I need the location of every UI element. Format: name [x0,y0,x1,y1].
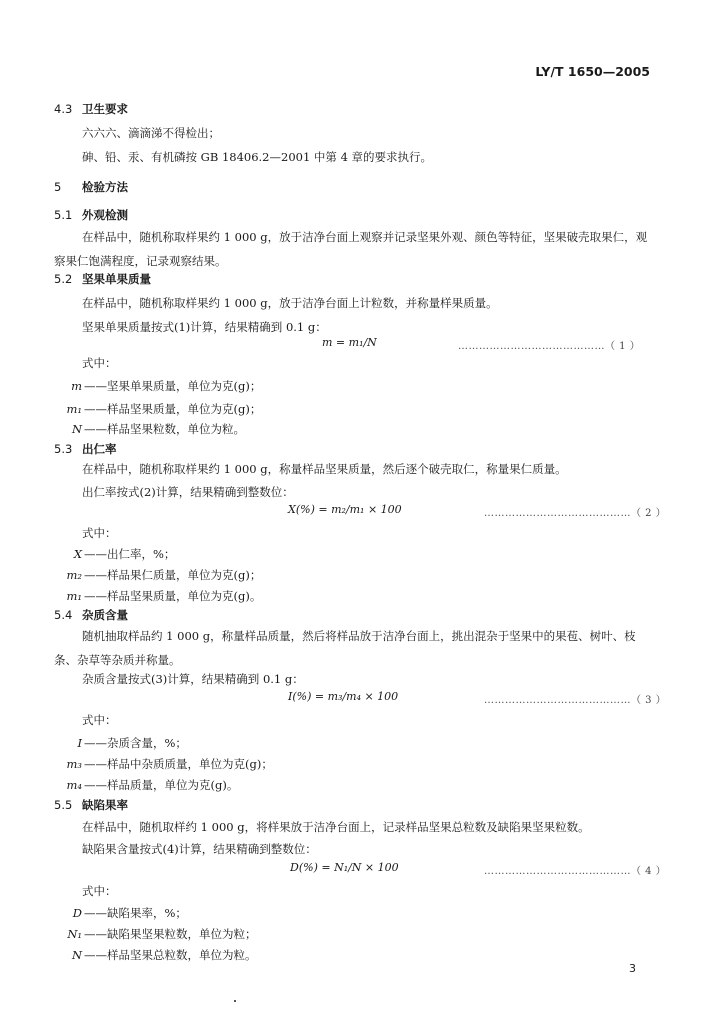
equation-number: （ 3 ） [631,695,667,706]
paragraph: 缺陷果含量按式(4)计算，结果精确到整数位： [82,842,317,856]
section-title: 坚果单果质量 [82,272,151,286]
where-label: 式中： [82,884,117,898]
paragraph: 在样品中，随机称取样果约 1 000 g，放于洁净台面上观察并记录坚果外观、颜色等特征，坚果破壳取果仁，观察果仁饱满程度，记录观察结果。 [54,230,648,268]
section-number: 5 [54,180,62,194]
paragraph: 在样品中，随机取样约 1 000 g，将样果放于洁净台面上，记录样品坚果总粒数及缺陷果坚果粒数。 [82,820,590,834]
variable-description: ——样品果仁质量，单位为克(g)； [84,568,262,582]
formula: D(%) = N₁/N × 100 [290,861,399,874]
variable-definition [58,379,261,393]
standard-code: LY/T 1650—2005 [535,64,650,79]
paragraph: 杂质含量按式(3)计算，结果精确到 0.1 g： [82,672,304,686]
section-title: 缺陷果率 [82,798,128,812]
variable-description: ——坚果单果质量，单位为克(g)； [84,379,262,393]
section-5-2-heading [54,272,151,286]
variable-definition [58,422,245,436]
section-5-5-heading [54,798,128,812]
formula: I(%) = m₃/m₄ × 100 [288,690,399,703]
section-number: 5.2 [54,272,73,286]
section-number: 5.3 [54,442,73,456]
variable-symbol: m₃ [66,757,82,771]
scan-speck [234,1000,236,1002]
formula: X(%) = m₂/m₁ × 100 [288,503,402,516]
section-number: 4.3 [54,102,73,116]
section-5-3-heading [54,442,117,456]
where-label: 式中： [82,526,117,540]
section-title: 外观检测 [82,208,128,222]
section-number: 5.4 [54,608,73,622]
variable-description: ——样品坚果总粒数，单位为粒。 [84,948,257,962]
variable-description: ——样品坚果粒数，单位为粒。 [84,422,245,436]
where-label: 式中： [82,356,117,370]
variable-description: ——出仁率，%； [84,547,176,561]
variable-definition [58,547,175,561]
variable-symbol: X [73,547,82,561]
variable-definition [58,736,187,750]
variable-symbol: N [71,948,82,962]
where-label: 式中： [82,713,117,727]
variable-definition [58,757,273,771]
paragraph: 在样品中，随机称取样果约 1 000 g，称量样品坚果质量，然后逐个破壳取仁，称量果仁质量。 [82,462,567,476]
variable-symbol: N₁ [67,927,82,941]
paragraph: 出仁率按式(2)计算，结果精确到整数位： [82,485,294,499]
equation-leader: ……………………………………（ 4 ） [484,866,667,877]
variable-definition [58,568,261,582]
equation-number: （ 2 ） [631,508,667,519]
paragraph: 随机抽取样品约 1 000 g，称量样品质量，然后将样品放于洁净台面上，挑出混杂于坚果中的果苞、树叶、枝条、杂草等杂质并称量。 [54,629,636,667]
section-number: 5.5 [54,798,73,812]
variable-description: ——缺陷果率，%； [84,906,187,920]
variable-definition [58,589,261,603]
variable-symbol: I [77,736,82,750]
section-5-1-heading [54,208,128,222]
variable-description: ——杂质含量，%； [84,736,187,750]
variable-description: ——缺陷果坚果粒数，单位为粒； [84,927,257,941]
paragraph: 砷、铅、汞、有机磷按 GB 18406.2—2001 中第 4 章的要求执行。 [82,150,433,164]
equation-leader: ……………………………………（ 3 ） [484,695,667,706]
formula: m = m₁/N [322,336,377,349]
section-number: 5.1 [54,208,73,222]
section-5-4-heading [54,608,128,622]
variable-description: ——样品质量，单位为克(g)。 [84,778,239,792]
variable-definition [58,402,261,416]
equation-leader: ……………………………………（ 1 ） [458,341,641,352]
variable-description: ——样品中杂质质量，单位为克(g)； [84,757,273,771]
paragraph: 在样品中，随机称取样果约 1 000 g，放于洁净台面上计粒数，并称量样果质量。 [82,296,498,310]
section-title: 出仁率 [82,442,117,456]
variable-symbol: N [71,422,82,436]
section-5-heading [54,180,128,194]
variable-symbol: D [72,906,82,920]
variable-symbol: m₁ [66,402,82,416]
section-title: 卫生要求 [82,102,128,116]
variable-definition [58,927,257,941]
paragraph: 坚果单果质量按式(1)计算，结果精确到 0.1 g： [82,320,327,334]
variable-symbol: m₂ [66,568,82,582]
variable-symbol: m₄ [66,778,82,792]
section-4-3-heading [54,102,128,116]
page-number: 3 [629,962,636,975]
equation-leader: ……………………………………（ 2 ） [484,508,667,519]
equation-number: （ 1 ） [605,341,641,352]
section-title: 杂质含量 [82,608,128,622]
variable-definition [58,948,257,962]
variable-symbol: m₁ [66,589,82,603]
section-title: 检验方法 [82,180,128,194]
variable-definition [58,906,187,920]
paragraph: 六六六、滴滴涕不得检出； [82,126,220,140]
variable-symbol: m [71,379,82,393]
variable-definition [58,778,238,792]
variable-description: ——样品坚果质量，单位为克(g)。 [84,589,262,603]
variable-description: ——样品坚果质量，单位为克(g)； [84,402,262,416]
equation-number: （ 4 ） [631,866,667,877]
